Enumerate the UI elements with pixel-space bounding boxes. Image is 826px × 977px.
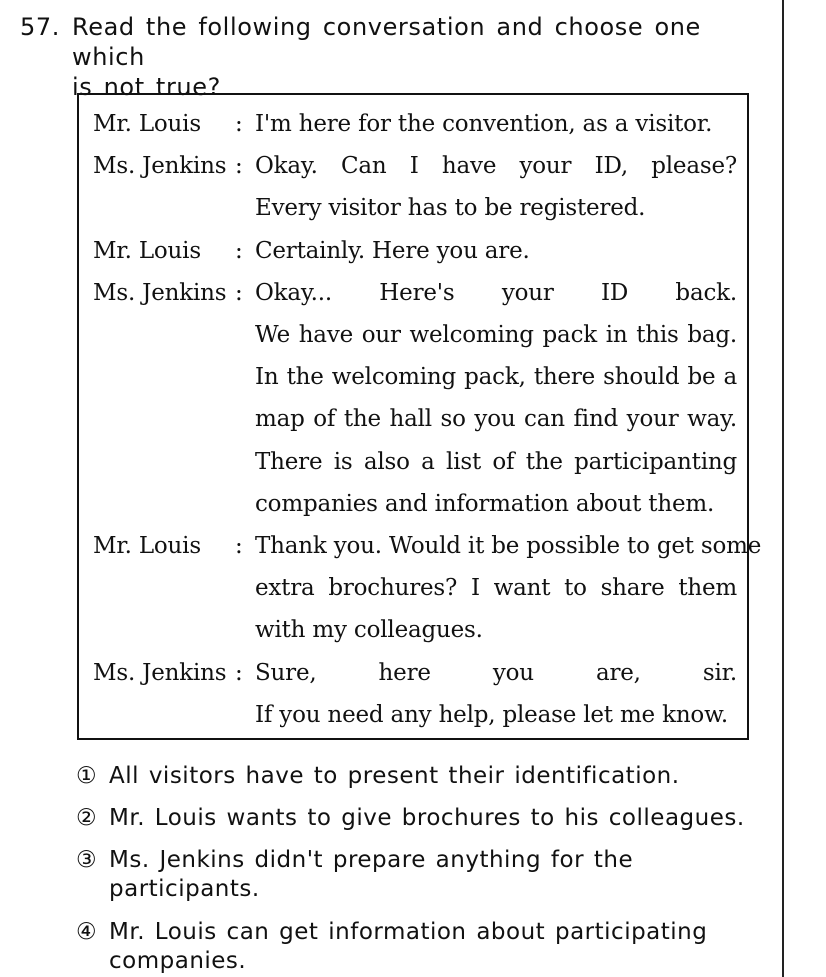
speaker-colon: :	[235, 533, 243, 559]
question-line-1: Read the following conversation and choose one which	[72, 13, 701, 71]
option-text-line: All visitors have to present their identification.	[109, 763, 680, 789]
option-text-line: companies.	[109, 948, 247, 974]
speaker-colon: :	[235, 279, 243, 306]
utterance-line: If you need any help, please let me know.	[255, 701, 728, 728]
option-text	[109, 918, 749, 976]
question-line-2: is not true?	[72, 73, 221, 101]
speaker-name: Ms. Jenkins	[93, 279, 227, 306]
speaker-colon: :	[235, 111, 243, 137]
speaker-colon: :	[235, 237, 243, 264]
option-number-mark: ②	[76, 805, 98, 831]
option-text	[109, 846, 749, 904]
option-text	[109, 762, 749, 791]
speaker-name: Mr. Louis	[93, 111, 201, 137]
speaker-name: Ms. Jenkins	[93, 153, 227, 180]
utterance-line: I'm here for the convention, as a visitor.	[255, 111, 713, 137]
utterance-line: Certainly. Here you are.	[255, 237, 530, 264]
speaker-name: Mr. Louis	[93, 237, 201, 264]
utterance-line: Thank you. Would it be possible to get some	[255, 533, 762, 559]
dialogue-box	[77, 93, 762, 740]
speaker-name: Ms. Jenkins	[93, 659, 227, 686]
question-number: 57.	[20, 13, 60, 41]
speaker-colon: :	[235, 659, 243, 686]
option-number-mark: ③	[76, 847, 98, 873]
option-text-line: participants.	[109, 876, 260, 902]
option-text	[109, 804, 749, 833]
utterance-line: Okay. Can I have your ID, please?	[255, 153, 737, 180]
utterance-line: There is also a list of the participanting	[255, 448, 737, 475]
speaker-colon: :	[235, 153, 243, 180]
option-text-line: Ms. Jenkins didn't prepare anything for the	[109, 847, 634, 873]
utterance-line: We have our welcoming pack in this bag.	[255, 322, 737, 348]
option-text-line: Mr. Louis can get information about participating	[109, 919, 708, 945]
utterance-line: Every visitor has to be registered.	[255, 195, 646, 222]
page-divider-line	[782, 0, 784, 977]
utterance-line: In the welcoming pack, there should be a	[255, 364, 737, 391]
speaker-name: Mr. Louis	[93, 533, 201, 559]
utterance-line: companies and information about them.	[255, 490, 715, 517]
utterance-line: map of the hall so you can find your way.	[255, 406, 737, 433]
utterance-line: Okay... Here's your ID back.	[255, 279, 737, 306]
utterance-line: extra brochures? I want to share them	[255, 575, 737, 602]
option-text-line: Mr. Louis wants to give brochures to his colleagues.	[109, 805, 745, 831]
question-text	[72, 12, 772, 102]
option-number-mark: ①	[76, 763, 98, 789]
option-number-mark: ④	[76, 919, 98, 945]
utterance-line: with my colleagues.	[255, 617, 483, 644]
utterance-line: Sure, here you are, sir.	[255, 659, 737, 686]
